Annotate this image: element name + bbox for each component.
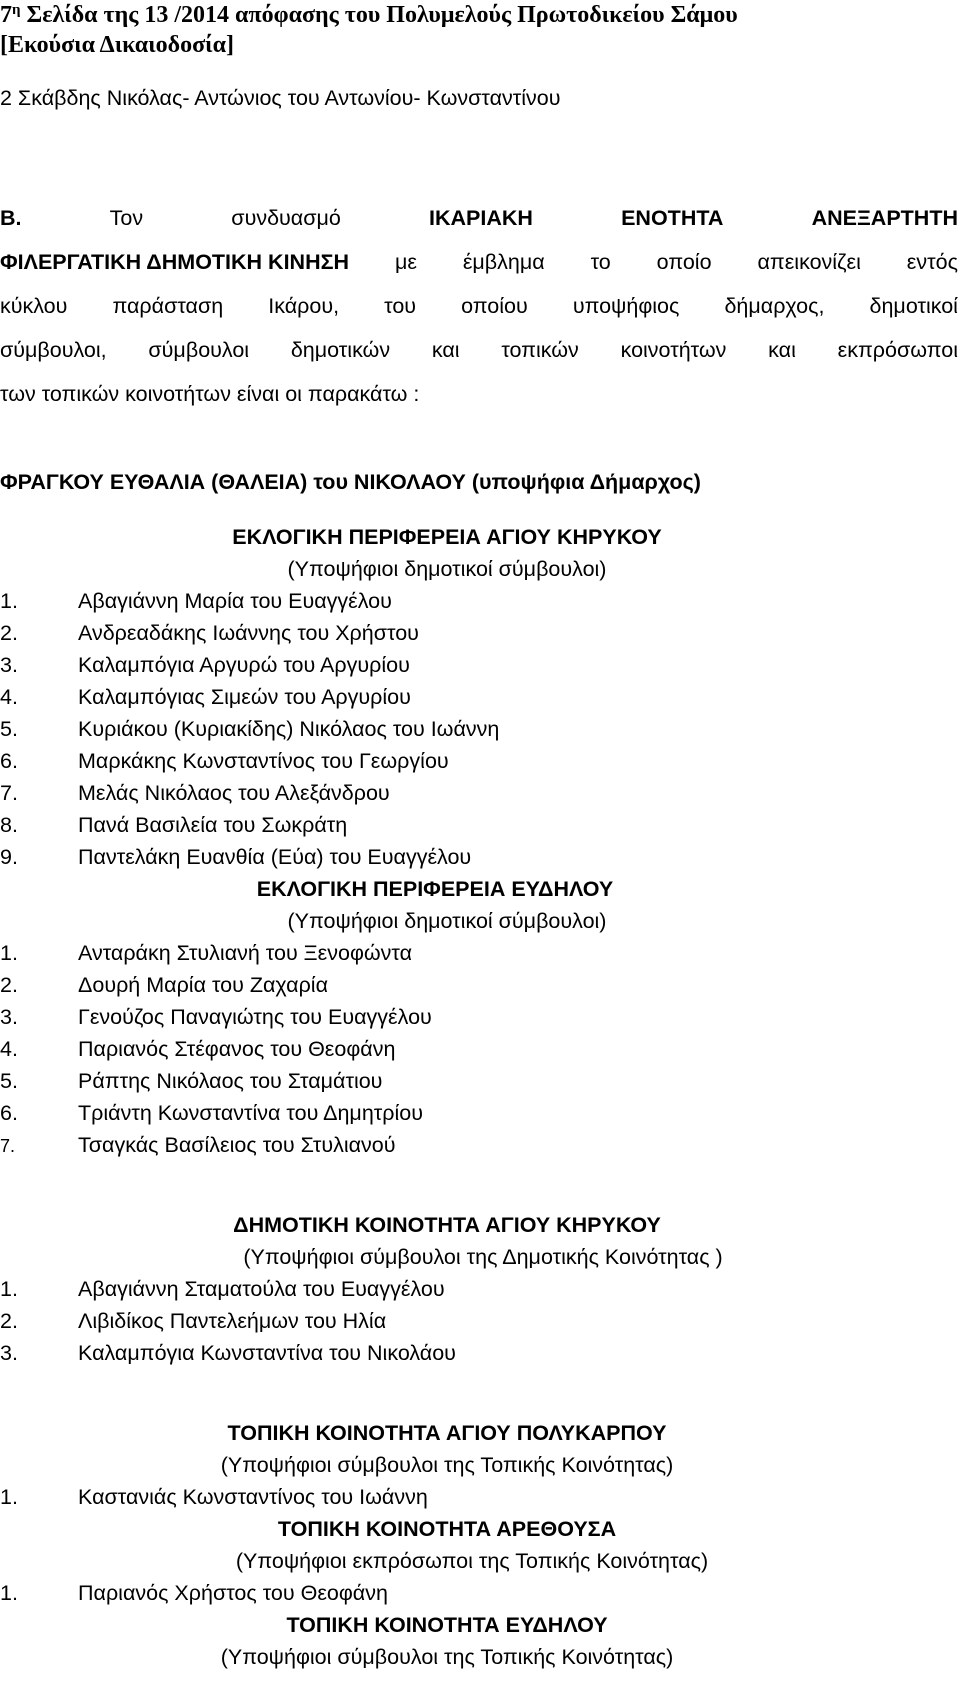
list-item: 4. Καλαμπόγιας Σιμεών του Αργυρίου: [0, 685, 411, 709]
list-item: 8. Πανά Βασιλεία του Σωκράτη: [0, 813, 348, 837]
list-item: 1. Ανταράκη Στυλιανή του Ξενοφώντα: [0, 941, 413, 965]
section-title-dk-agios-kirykos: ΔΗΜΟΤΙΚΗ ΚΟΙΝΟΤΗΤΑ ΑΓΙΟΥ ΚΗΡΥΚΟΥ: [233, 1213, 661, 1237]
list-item: 4. Παριανός Στέφανος του Θεοφάνη: [0, 1037, 396, 1061]
section-title-tk-evdilos: ΤΟΠΙΚΗ ΚΟΙΝΟΤΗΤΑ ΕΥΔΗΛΟΥ: [286, 1613, 608, 1637]
section-subtitle-agios-kirykos: (Υποψήφιοι δημοτικοί σύμβουλοι): [287, 557, 607, 581]
list-item: 2. Δουρή Μαρία του Ζαχαρία: [0, 973, 329, 997]
section-title-tk-agios-polykarpos: ΤΟΠΙΚΗ ΚΟΙΝΟΤΗΤΑ ΑΓΙΟΥ ΠΟΛΥΚΑΡΠΟΥ: [227, 1421, 667, 1445]
paragraph-line-5: των τοπικών κοινοτήτων είναι οι παρακάτω :: [0, 382, 420, 406]
list-item: 3. Καλαμπόγια Κωνσταντίνα του Νικολάου: [0, 1341, 456, 1365]
list-item: 2. Ανδρεαδάκης Ιωάννης του Χρήστου: [0, 621, 419, 645]
section-subtitle-tk-arethousa: (Υποψήφιοι εκπρόσωποι της Τοπικής Κοινότητας): [235, 1549, 709, 1573]
section-subtitle-dk-agios-kirykos: (Υποψήφιοι σύμβουλοι της Δημοτικής Κοινότητας ): [243, 1245, 723, 1269]
list-item: 7. Τσαγκάς Βασίλειος του Στυλιανού: [0, 1133, 396, 1157]
page-header: [0, 0, 738, 60]
list-item: 1. Καστανιάς Κωνσταντίνος του Ιωάννη: [0, 1485, 428, 1509]
list-item: 6. Μαρκάκης Κωνσταντίνος του Γεωργίου: [0, 749, 449, 773]
list-item: 6. Τριάντη Κωνσταντίνα του Δημητρίου: [0, 1101, 423, 1125]
section-subtitle-tk-evdilos: (Υποψήφιοι σύμβουλοι της Τοπικής Κοινότητας): [220, 1645, 674, 1669]
section-subtitle-tk-agios-polykarpos: (Υποψήφιοι σύμβουλοι της Τοπικής Κοινότητας): [220, 1453, 674, 1477]
section-title-agios-kirykos: ΕΚΛΟΓΙΚΗ ΠΕΡΙΦΕΡΕΙΑ ΑΓΙΟΥ ΚΗΡΥΚΟΥ: [232, 525, 662, 549]
list-item: 5. Ράπτης Νικόλαος του Σταμάτιου: [0, 1069, 383, 1093]
paragraph-line-3: κύκλου παράσταση Ικάρου, του οποίου υποψήφιος δήμαρχος, δημοτικοί: [0, 294, 958, 318]
list-item: 1. Παριανός Χρήστος του Θεοφάνη: [0, 1581, 388, 1605]
paragraph-line-2: ΦΙΛΕΡΓΑΤΙΚΗ ΔΗΜΟΤΙΚΗ ΚΙΝΗΣΗ με έμβλημα το οποίο απεικονίζει εντός: [0, 250, 958, 274]
paragraph-line-4: σύμβουλοι, σύμβουλοι δημοτικών και τοπικών κοινοτήτων και εκπρόσωποι: [0, 338, 958, 362]
paragraph-line-1: Β. Τον συνδυασμό ΙΚΑΡΙΑΚΗ ΕΝΟΤΗΤΑ ΑΝΕΞΑΡΤΗΤΗ: [0, 206, 958, 230]
header-page-reference: $7^\eta$ Σελίδα της 13 /2014 απόφασης του Πολυμελούς Πρωτοδικείου Σάμου: [0, 2, 738, 28]
list-item: 5. Κυριάκου (Κυριακίδης) Νικόλαος του Ιωάννη: [0, 717, 500, 741]
list-item: 1. Αβαγιάννη Σταματούλα του Ευαγγέλου: [0, 1277, 445, 1301]
list-item: 7. Μελάς Νικόλαος του Αλεξάνδρου: [0, 781, 390, 805]
list-item: 9. Παντελάκη Ευανθία (Εύα) του Ευαγγέλου: [0, 845, 472, 869]
list-item: 3. Καλαμπόγια Αργυρώ του Αργυρίου: [0, 653, 410, 677]
list-item: 3. Γενούζος Παναγιώτης του Ευαγγέλου: [0, 1005, 432, 1029]
list-item: 2. Λιβιδίκος Παντελεήμων του Ηλία: [0, 1309, 387, 1333]
list-item: 1. Αβαγιάννη Μαρία του Ευαγγέλου: [0, 589, 392, 613]
mayor-candidate-line: ΦΡΑΓΚΟΥ ΕΥΘΑΛΙΑ (ΘΑΛΕΙΑ) του ΝΙΚΟΛΑΟΥ (υποψήφια Δήμαρχος): [0, 470, 701, 494]
section-title-tk-arethousa: ΤΟΠΙΚΗ ΚΟΙΝΟΤΗΤΑ ΑΡΕΘΟΥΣΑ: [277, 1517, 617, 1541]
intro-line: 2 Σκάβδης Νικόλας- Αντώνιος του Αντωνίου- Κωνσταντίνου: [0, 86, 561, 110]
header-jurisdiction: [Εκούσια Δικαιοδοσία]: [0, 32, 234, 58]
section-subtitle-evdilos: (Υποψήφιοι δημοτικοί σύμβουλοι): [287, 909, 607, 933]
section-title-evdilos: ΕΚΛΟΓΙΚΗ ΠΕΡΙΦΕΡΕΙΑ ΕΥΔΗΛΟΥ: [256, 877, 614, 901]
